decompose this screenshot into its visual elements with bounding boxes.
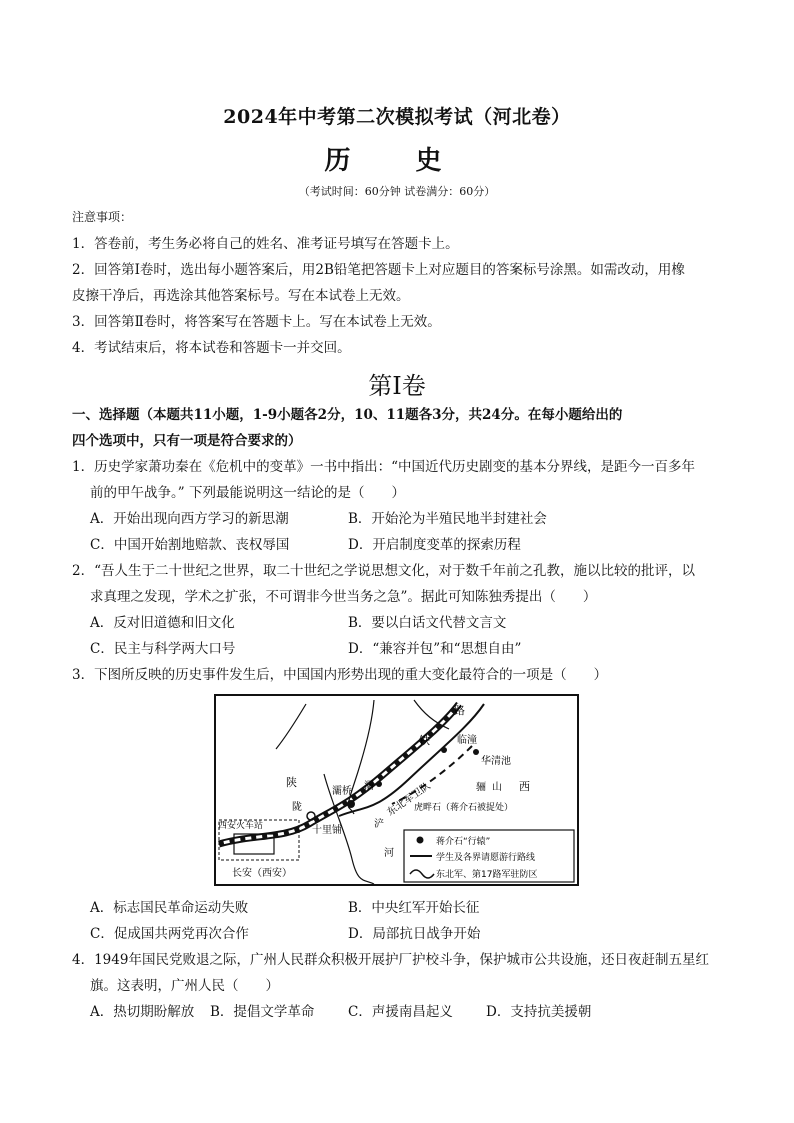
map-label-li: 骊 bbox=[476, 782, 486, 793]
question-3-option-b: B．中央红军开始长征 bbox=[348, 900, 480, 916]
subject-title: 历 史 bbox=[324, 146, 470, 176]
map-label-tie: 铁 bbox=[419, 734, 430, 747]
map-legend bbox=[404, 830, 574, 882]
map-label-guard: 东北军卫队 bbox=[385, 780, 433, 819]
exam-title: 2024年中考第二次模拟考试（河北卷） bbox=[223, 106, 571, 128]
question-4-text: 4．1949年国民党败退之际，广州人民群众积极开展护厂护校斗争，保护城市公共设施，还日夜赶制五星红 bbox=[72, 952, 709, 968]
section-instruction: 一、选择题（本题共11小题，1-9小题各2分，10、11题各3分，共24分。在每小题给出的 bbox=[72, 407, 623, 423]
section-heading: 第Ⅰ卷 bbox=[368, 372, 426, 400]
question-3-text: 3．下图所反映的历史事件发生后，中国国内形势出现的重大变化最符合的一项是（ ） bbox=[72, 667, 608, 683]
question-4-option-a: A．热切期盼解放 bbox=[90, 1004, 195, 1020]
map-label-shan: 山 bbox=[492, 782, 502, 793]
question-3-option-c: C．促成国共两党再次合作 bbox=[90, 926, 249, 942]
question-2-text: 2．“吾人生于二十世纪之世界，取二十世纪之学说思想文化，对于数千年前之孔教，施以比较的批评，以 bbox=[72, 563, 695, 579]
map-label-chan: 浐 bbox=[374, 819, 384, 830]
notice-item: 2．回答第Ⅰ卷时，选出每小题答案后，用2B铅笔把答题卡上对应题目的答案标号涂黑。如需改动，用橡 bbox=[72, 262, 685, 278]
notice-item: 4．考试结束后，将本试卷和答题卡一并交回。 bbox=[72, 340, 351, 356]
question-1-option-b: B．开始沦为半殖民地半封建社会 bbox=[348, 511, 547, 527]
map-label-hushi: 虎畔石（蒋介石被捉处） bbox=[414, 803, 514, 813]
map-label-huaqingchi: 华清池 bbox=[481, 756, 511, 767]
legend-item: 东北军、第17路军驻防区 bbox=[436, 870, 538, 880]
notice-heading: 注意事项： bbox=[72, 210, 133, 224]
notice-item: 1．答卷前，考生务必将自己的姓名、准考证号填写在答题卡上。 bbox=[72, 236, 459, 252]
map-label-lintong: 临潼 bbox=[457, 735, 477, 746]
question-1-text: 1．历史学家萧功秦在《危机中的变革》一书中指出：“中国近代历史剧变的基本分界线，是距今一百多年 bbox=[72, 459, 695, 475]
map-label-he: 河 bbox=[384, 848, 394, 859]
map-label-xi: 西 bbox=[519, 780, 530, 793]
question-4-option-c: C．声援南昌起义 bbox=[348, 1004, 453, 1020]
question-2-option-a: A．反对旧道德和旧文化 bbox=[90, 615, 235, 631]
map-label-changan: 长安（西安） bbox=[232, 868, 292, 879]
question-4-option-b: B．提倡文学革命 bbox=[210, 1004, 315, 1020]
question-1-option-d: D．开启制度变革的探索历程 bbox=[348, 537, 521, 553]
notice-item: 皮擦干净后，再选涂其他答案标号。写在本试卷上无效。 bbox=[72, 288, 410, 304]
question-1-text: 前的甲午战争。” 下列最能说明这一结论的是（ ） bbox=[90, 485, 405, 501]
marker-dot bbox=[441, 747, 447, 753]
section-instruction: 四个选项中，只有一项是符合要求的） bbox=[72, 433, 302, 449]
marker-dot bbox=[473, 749, 479, 755]
question-4-option-d: D．支持抗美援朝 bbox=[486, 1004, 592, 1020]
question-3-option-a: A．标志国民革命运动失败 bbox=[90, 900, 249, 916]
marker-dot bbox=[376, 781, 382, 787]
question-4-text: 旗。这表明，广州人民（ ） bbox=[90, 978, 279, 994]
legend-item: 学生及各界请愿游行路线 bbox=[436, 853, 536, 863]
question-2-option-c: C．民主与科学两大口号 bbox=[90, 641, 236, 657]
map-label-lu: 路 bbox=[454, 704, 465, 717]
question-1-option-a: A．开始出现向西方学习的新思潮 bbox=[90, 511, 289, 527]
map-label-station: 西安火车站 bbox=[218, 821, 264, 831]
legend-dot-icon bbox=[417, 837, 424, 844]
question-3-option-d: D．局部抗日战争开始 bbox=[348, 926, 481, 942]
exam-info: （考试时间：60分钟 试卷满分：60分） bbox=[298, 185, 496, 198]
question-1-option-c: C．中国开始割地赔款、丧权辱国 bbox=[90, 537, 290, 553]
map-label-shiwangzhen: 十里铺 bbox=[312, 825, 342, 836]
legend-item: 蒋介石“行辕” bbox=[436, 837, 491, 847]
question-2-option-b: B．要以白话文代替文言文 bbox=[348, 615, 507, 631]
map-label-ba: 灞 bbox=[364, 781, 374, 792]
xian-incident-map bbox=[214, 694, 579, 886]
map-label-shan-region: 陕 bbox=[286, 776, 297, 789]
map-label-longhai: 陇 bbox=[292, 802, 302, 813]
question-2-option-d: D．“兼容并包”和“思想自由” bbox=[348, 641, 522, 657]
map-label-baqiao: 灞桥 bbox=[332, 786, 352, 797]
question-2-text: 求真理之发现，学术之扩张，不可谓非今世当务之急”。据此可知陈独秀提出（ ） bbox=[90, 589, 597, 605]
marker-dot bbox=[347, 800, 355, 808]
notice-item: 3．回答第Ⅱ卷时，将答案写在答题卡上。写在本试卷上无效。 bbox=[72, 314, 441, 330]
